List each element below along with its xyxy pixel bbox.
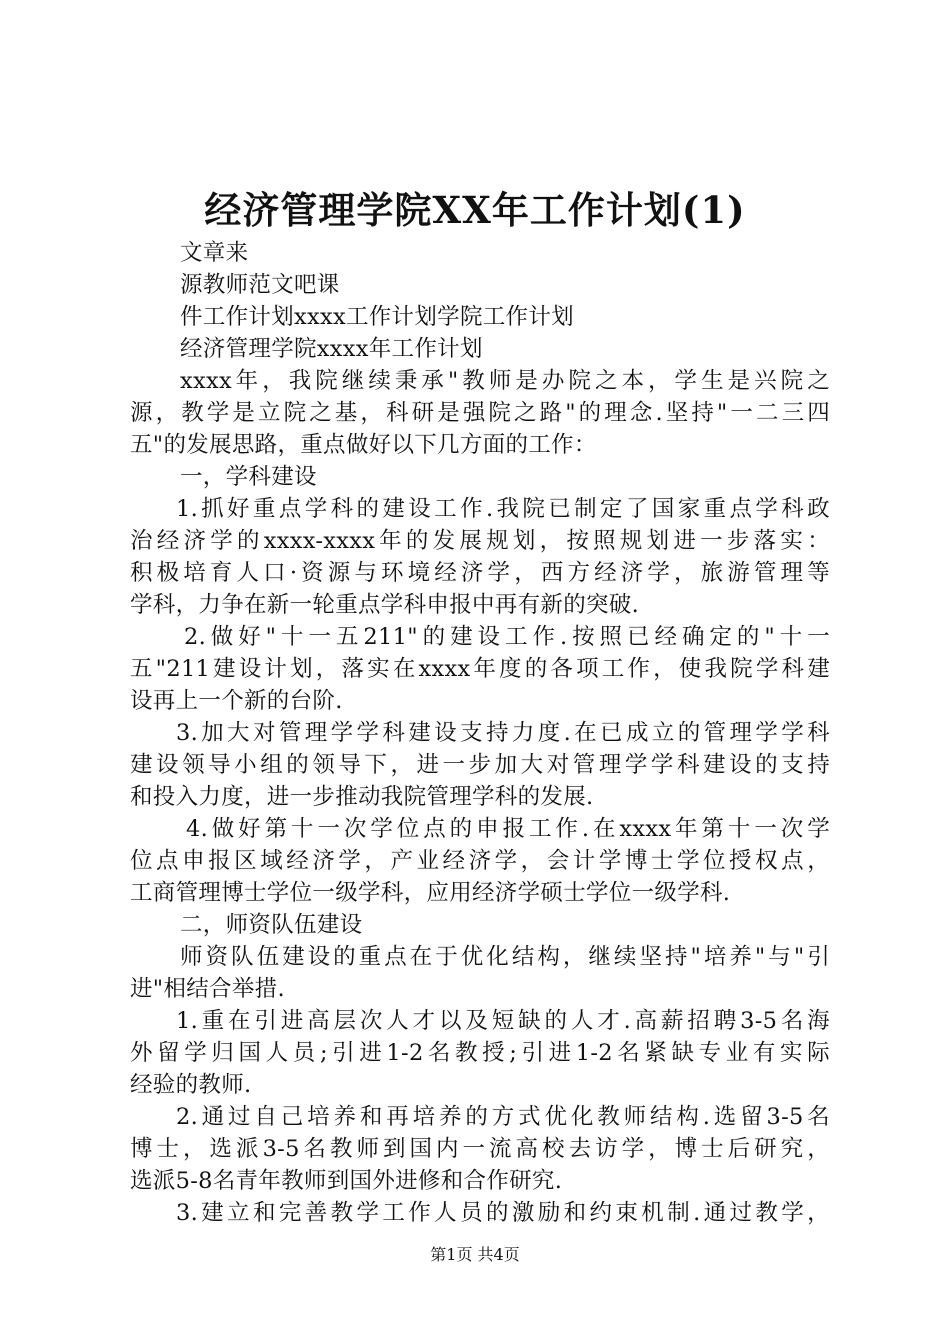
text-line: 件工作计划xxxx工作计划学院工作计划 — [180, 304, 574, 330]
text-line: 经济管理学院xxxx年工作计划 — [180, 336, 483, 362]
section-heading: 一，学科建设 — [180, 464, 317, 490]
text-line: 五"的发展思路，重点做好以下几方面的工作： — [130, 432, 597, 458]
text-line: 外留学归国人员;引进1-2名教授;引进1-2名紧缺专业有实际 — [130, 1040, 830, 1066]
text-line: 3.建立和完善教学工作人员的激励和约束机制.通过教学， — [176, 1200, 830, 1226]
text-line: 学科，力争在新一轮重点学科申报中再有新的突破. — [130, 592, 640, 618]
text-line: xxxx年，我院继续秉承"教师是办院之本，学生是兴院之 — [180, 368, 830, 394]
page-footer: 第1页 共4页 — [430, 1245, 520, 1264]
text-line: 2.通过自己培养和再培养的方式优化教师结构.选留3-5名 — [176, 1104, 830, 1130]
text-line: 源，教学是立院之基，科研是强院之路"的理念.坚持"一二三四 — [130, 400, 830, 426]
text-line: 4.做好第十一次学位点的申报工作.在xxxx年第十一次学 — [186, 816, 830, 842]
text-line: 文章来 — [180, 240, 249, 266]
text-line: 经验的教师. — [130, 1072, 252, 1098]
text-line: 2.做好"十一五211"的建设工作.按照已经确定的"十一 — [184, 624, 830, 650]
text-line: 和投入力度，进一步推动我院管理学科的发展. — [130, 784, 594, 810]
text-line: 位点申报区域经济学，产业经济学，会计学博士学位授权点， — [130, 848, 830, 874]
text-line: 五"211建设计划，落实在xxxx年度的各项工作，使我院学科建 — [130, 656, 830, 682]
text-line: 治经济学的xxxx-xxxx年的发展规划，按照规划进一步落实： — [130, 528, 830, 554]
text-line: 进"相结合举措. — [130, 976, 285, 1002]
text-line: 建设领导小组的领导下，进一步加大对管理学学科建设的支持 — [130, 752, 830, 778]
document-body — [130, 237, 830, 1229]
text-line: 积极培育人口·资源与环境经济学，西方经济学，旅游管理等 — [130, 560, 830, 586]
section-heading: 二，师资队伍建设 — [180, 912, 363, 938]
text-line: 师资队伍建设的重点在于优化结构，继续坚持"培养"与"引 — [180, 944, 830, 970]
text-line: 设再上一个新的台阶. — [130, 688, 343, 714]
text-line: 源教师范文吧课 — [180, 272, 340, 298]
text-line: 3.加大对管理学学科建设支持力度.在已成立的管理学学科 — [176, 720, 830, 746]
text-line: 1.抓好重点学科的建设工作.我院已制定了国家重点学科政 — [176, 496, 830, 522]
text-line: 工商管理博士学位一级学科，应用经济学硕士学位一级学科. — [130, 880, 731, 906]
text-line: 1.重在引进高层次人才以及短缺的人才.高薪招聘3-5名海 — [176, 1008, 830, 1034]
text-line: 选派5-8名青年教师到国外进修和合作研究. — [130, 1168, 563, 1194]
text-line: 博士，选派3-5名教师到国内一流高校去访学，博士后研究， — [130, 1136, 830, 1162]
document-title: 经济管理学院XX年工作计划(1) — [204, 188, 746, 232]
